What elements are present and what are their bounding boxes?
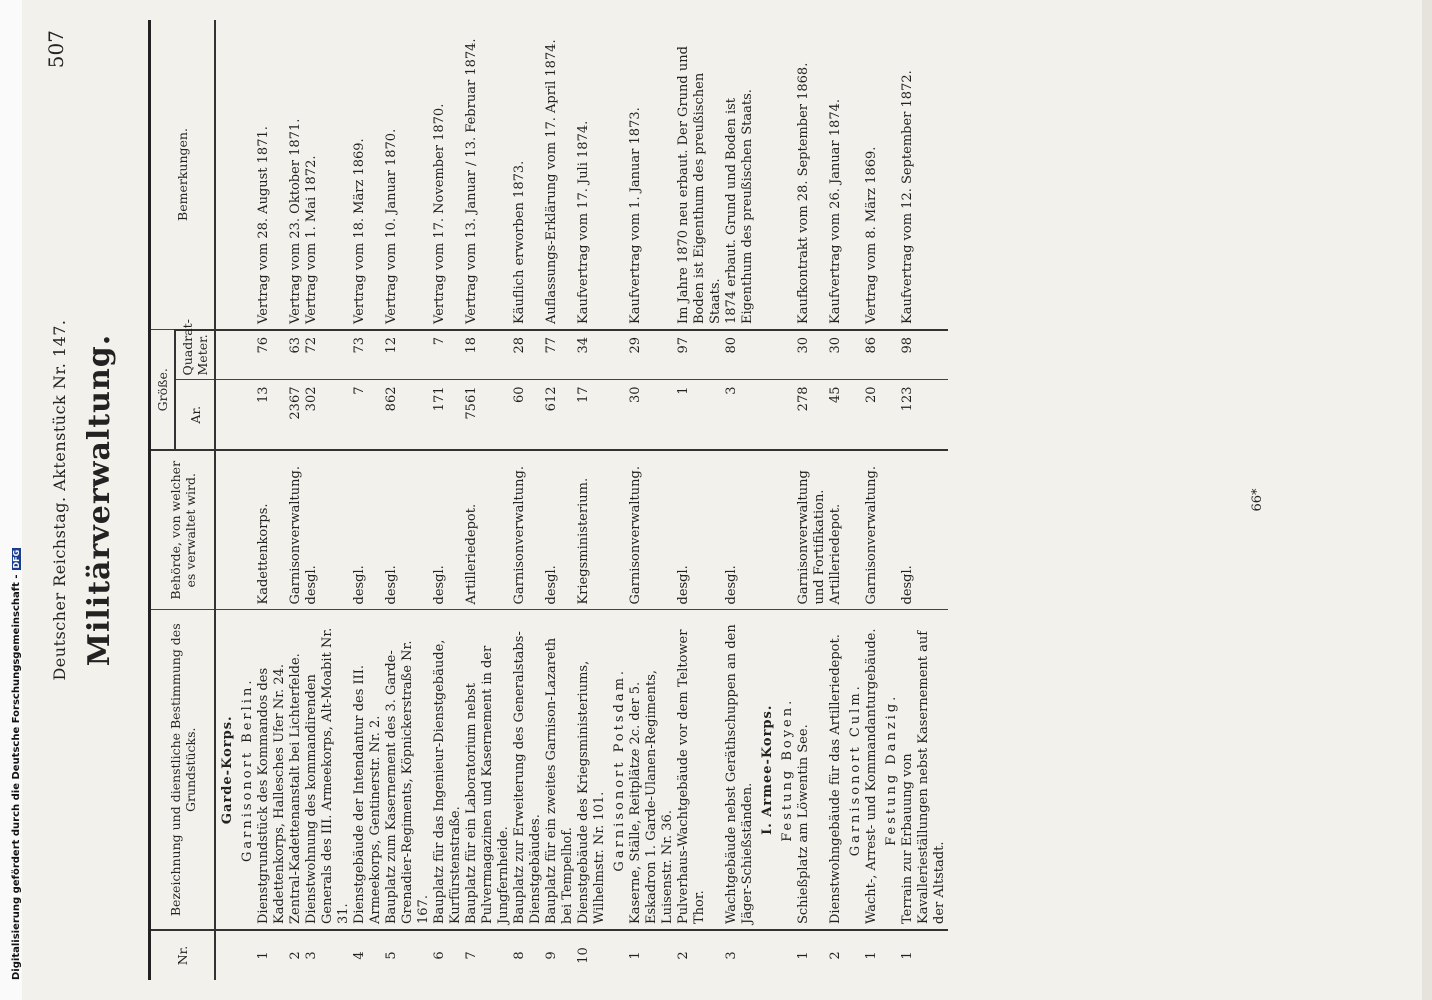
row-size-ar: 45 xyxy=(828,380,844,450)
section-spacer xyxy=(608,930,628,980)
table-row xyxy=(828,20,844,980)
section-spacer xyxy=(236,20,256,330)
row-number: 1 xyxy=(864,930,880,980)
row-number: 1 xyxy=(796,930,828,980)
row-size-qm: 77 xyxy=(544,330,576,380)
row-size-ar: 7561 xyxy=(464,380,512,450)
table-row xyxy=(464,20,512,980)
row-size-qm: 72 xyxy=(304,330,352,380)
section-spacer xyxy=(236,380,256,450)
row-size-qm: 98 xyxy=(900,330,948,380)
row-size-ar: 60 xyxy=(512,380,544,450)
section-heading: I. Armee-Korps. xyxy=(756,610,776,930)
row-authority: Garnisonverwaltung. xyxy=(512,450,544,610)
row-remark: Vertrag vom 13. Januar / 13. Februar 1874. xyxy=(464,38,479,324)
row-size-qm: 7 xyxy=(432,330,464,380)
property-table xyxy=(148,20,948,980)
row-number: 1 xyxy=(628,930,676,980)
section-spacer xyxy=(776,450,796,610)
table-row xyxy=(304,20,352,980)
row-size-ar: 302 xyxy=(304,380,352,450)
section-spacer xyxy=(776,380,796,450)
table-row xyxy=(676,20,724,980)
row-size-ar: 1 xyxy=(676,380,724,450)
row-size-qm: 18 xyxy=(464,330,512,380)
section-spacer xyxy=(215,330,236,380)
section-heading: Festung Boyen. xyxy=(776,610,796,930)
table-body xyxy=(215,20,948,980)
signature-mark: 66* xyxy=(1250,488,1265,512)
section-spacer xyxy=(880,450,900,610)
section-spacer xyxy=(844,930,864,980)
section-heading-row xyxy=(608,20,628,980)
row-size-ar: 7 xyxy=(352,380,384,450)
row-remark: Kaufkontrakt vom 28. September 1868. xyxy=(796,62,811,324)
document-page xyxy=(40,20,1380,980)
row-size-qm: 80 xyxy=(724,330,756,380)
dfg-logo: DFG xyxy=(12,549,21,569)
row-designation: Terrain zur Erbauung von Kavallerieställungen nebst Kasernement auf der Altstadt. xyxy=(900,610,948,930)
row-authority: desgl. xyxy=(384,450,432,610)
row-designation: Bauplatz für das Ingenieur-Dienstgebäude, Kurfürstenstraße. xyxy=(432,610,464,930)
row-size-qm: 97 xyxy=(676,330,724,380)
section-heading-row xyxy=(756,20,776,980)
row-size-ar: 171 xyxy=(432,380,464,450)
scan-edge xyxy=(1422,0,1432,1000)
section-spacer xyxy=(608,20,628,330)
table-row xyxy=(288,20,304,980)
col-size-qm-header: Quadrat-Meter. xyxy=(175,330,215,380)
table-row xyxy=(352,20,384,980)
section-spacer xyxy=(215,380,236,450)
row-remark: Vertrag vom 23. Oktober 1871. xyxy=(288,118,303,324)
col-size-ar-header: Ar. xyxy=(175,380,215,450)
document-reference: Deutscher Reichstag. Aktenstück Nr. 147. xyxy=(50,319,69,681)
row-number: 5 xyxy=(384,930,432,980)
section-spacer xyxy=(844,330,864,380)
col-authority-header: Behörde, von welcher es verwaltet wird. xyxy=(150,450,216,610)
row-size-ar: 2367 xyxy=(288,380,304,450)
table-row xyxy=(900,20,948,980)
row-number: 2 xyxy=(676,930,724,980)
col-nr-header: Nr. xyxy=(150,930,216,980)
row-authority: desgl. xyxy=(352,450,384,610)
row-number: 6 xyxy=(432,930,464,980)
section-heading-row xyxy=(236,20,256,980)
section-spacer xyxy=(215,930,236,980)
section-spacer xyxy=(608,330,628,380)
row-size-qm: 73 xyxy=(352,330,384,380)
row-number: 1 xyxy=(256,930,288,980)
row-number: 4 xyxy=(352,930,384,980)
col-size-header: Größe. xyxy=(150,330,176,450)
table-row xyxy=(256,20,288,980)
row-designation: Wacht-, Arrest- und Kommandanturgebäude. xyxy=(864,610,880,930)
row-number: 3 xyxy=(724,930,756,980)
row-authority: Garnisonverwaltung. xyxy=(288,450,304,610)
row-number: 2 xyxy=(288,930,304,980)
row-number: 7 xyxy=(464,930,512,980)
section-heading: Garnisonort Berlin. xyxy=(236,610,256,930)
row-size-qm: 28 xyxy=(512,330,544,380)
row-authority: Garnisonverwaltung. xyxy=(864,450,880,610)
row-size-ar: 13 xyxy=(256,380,288,450)
row-number: 10 xyxy=(576,930,608,980)
row-remark: Vertrag vom 28. August 1871. xyxy=(256,126,271,324)
section-spacer xyxy=(880,20,900,330)
row-remark: Vertrag vom 1. Mai 1872. xyxy=(304,155,319,324)
row-authority: Garnisonverwaltung und Fortifikation. xyxy=(796,450,828,610)
row-remark: Vertrag vom 8. März 1869. xyxy=(864,146,879,324)
section-spacer xyxy=(776,930,796,980)
section-spacer xyxy=(756,330,776,380)
section-heading: Garde-Korps. xyxy=(215,610,236,930)
section-spacer xyxy=(236,930,256,980)
row-size-qm: 30 xyxy=(796,330,828,380)
row-size-qm: 34 xyxy=(576,330,608,380)
section-spacer xyxy=(608,380,628,450)
section-heading: Garnisonort Potsdam. xyxy=(608,610,628,930)
section-heading: Garnisonort Culm. xyxy=(844,610,864,930)
row-designation: Dienstgrundstück des Kommandos des Kadettenkorps, Hallesches Ufer Nr. 24. xyxy=(256,610,288,930)
row-designation: Bauplatz für ein Laboratorium nebst Pulvermagazinen und Kasernement in der Jungfernheide. xyxy=(464,610,512,930)
row-remark: Vertrag vom 18. März 1869. xyxy=(352,138,367,324)
section-heading-row xyxy=(776,20,796,980)
section-spacer xyxy=(844,450,864,610)
section-spacer xyxy=(844,20,864,330)
section-spacer xyxy=(880,380,900,450)
row-number: 2 xyxy=(828,930,844,980)
row-designation: Bauplatz zur Erweiterung des Generalstabs-Dienstgebäudes. xyxy=(512,610,544,930)
section-spacer xyxy=(215,20,236,330)
section-spacer xyxy=(756,930,776,980)
row-remark: Kaufvertrag vom 17. Juli 1874. xyxy=(576,120,591,324)
table-row xyxy=(628,20,676,980)
row-remark: Auflassungs-Erklärung vom 17. April 1874. xyxy=(544,39,559,324)
row-remark: Im Jahre 1870 neu erbaut. Der Grund und Boden ist Eigenthum des preußischen Staats. xyxy=(676,46,723,324)
row-designation: Dienstwohngebäude für das Artilleriedepot. xyxy=(828,610,844,930)
row-designation: Dienstgebäude des Kriegsministeriums, Wilhelmstr. Nr. 101. xyxy=(576,610,608,930)
table-row xyxy=(796,20,828,980)
table-row xyxy=(864,20,880,980)
table-row xyxy=(432,20,464,980)
row-authority: Artilleriedepot. xyxy=(828,450,844,610)
row-authority: Artilleriedepot. xyxy=(464,450,512,610)
section-spacer xyxy=(844,380,864,450)
section-spacer xyxy=(236,330,256,380)
row-remark: Kaufvertrag vom 1. Januar 1873. xyxy=(628,107,643,324)
row-remark: Kaufvertrag vom 26. Januar 1874. xyxy=(828,99,843,324)
row-number: 9 xyxy=(544,930,576,980)
row-size-ar: 30 xyxy=(628,380,676,450)
row-authority: desgl. xyxy=(676,450,724,610)
row-size-qm: 63 xyxy=(288,330,304,380)
row-authority: desgl. xyxy=(432,450,464,610)
row-size-qm: 86 xyxy=(864,330,880,380)
table-row xyxy=(384,20,432,980)
row-remark: Käuflich erworben 1873. xyxy=(512,160,527,324)
row-authority: Garnisonverwaltung. xyxy=(628,450,676,610)
section-spacer xyxy=(756,450,776,610)
row-size-ar: 3 xyxy=(724,380,756,450)
table-row xyxy=(724,20,756,980)
funding-text: Digitalisierung gefördert durch die Deutsche Forschungsgemeinschaft - xyxy=(11,574,22,980)
row-size-ar: 17 xyxy=(576,380,608,450)
section-spacer xyxy=(215,450,236,610)
page-title: Militärverwaltung. xyxy=(82,333,117,667)
table-row xyxy=(512,20,544,980)
row-number: 1 xyxy=(900,930,948,980)
row-designation: Zentral-Kadettenanstalt bei Lichterfelde. xyxy=(288,610,304,930)
page-number: 507 xyxy=(44,30,68,69)
section-spacer xyxy=(880,930,900,980)
section-spacer xyxy=(236,450,256,610)
row-authority: desgl. xyxy=(724,450,756,610)
row-size-qm: 29 xyxy=(628,330,676,380)
row-size-ar: 862 xyxy=(384,380,432,450)
row-number: 8 xyxy=(512,930,544,980)
row-authority: Kadettenkorps. xyxy=(256,450,288,610)
row-designation: Bauplatz für ein zweites Garnison-Lazareth bei Tempelhof. xyxy=(544,610,576,930)
section-heading: Festung Danzig. xyxy=(880,610,900,930)
page-header xyxy=(40,20,117,980)
section-heading-row xyxy=(215,20,236,980)
row-designation: Wachtgebäude nebst Geräthschuppen an den Jäger-Schießständen. xyxy=(724,610,756,930)
section-spacer xyxy=(776,330,796,380)
row-remark: Vertrag vom 10. Januar 1870. xyxy=(384,128,399,324)
section-spacer xyxy=(756,380,776,450)
col-designation-header: Bezeichnung und dienstliche Bestimmung des Grundstücks. xyxy=(150,610,216,930)
section-spacer xyxy=(608,450,628,610)
funding-note xyxy=(11,548,22,980)
row-size-ar: 612 xyxy=(544,380,576,450)
row-designation: Dienstwohnung des kommandirenden Generals des III. Armeekorps, Alt-Moabit Nr. 31. xyxy=(304,610,352,930)
row-size-qm: 76 xyxy=(256,330,288,380)
section-heading-row xyxy=(880,20,900,980)
row-designation: Pulverhaus-Wachtgebäude vor dem Teltower Thor. xyxy=(676,610,724,930)
row-size-ar: 278 xyxy=(796,380,828,450)
row-authority: desgl. xyxy=(900,450,948,610)
row-designation: Dienstgebäude der Intendantur des III. Armeekorps, Gentinerstr. Nr. 2. xyxy=(352,610,384,930)
col-remarks-header: Bemerkungen. xyxy=(150,20,216,330)
row-authority: desgl. xyxy=(304,450,352,610)
row-size-ar: 123 xyxy=(900,380,948,450)
section-spacer xyxy=(880,330,900,380)
row-designation: Kaserne, Ställe, Reitplätze 2c. der 5. Eskadron 1. Garde-Ulanen-Regiments, Luisenstr. Nr. 36. xyxy=(628,610,676,930)
row-designation: Bauplatz zum Kasernement des 3. Garde-Grenadier-Regiments, Köpnickerstraße Nr. 167. xyxy=(384,610,432,930)
section-heading-row xyxy=(844,20,864,980)
row-designation: Schießplatz am Löwentin See. xyxy=(796,610,828,930)
row-size-ar: 20 xyxy=(864,380,880,450)
row-authority: desgl. xyxy=(544,450,576,610)
section-spacer xyxy=(776,20,796,330)
row-authority: Kriegsministerium. xyxy=(576,450,608,610)
section-spacer xyxy=(756,20,776,330)
table-row xyxy=(544,20,576,980)
row-size-qm: 12 xyxy=(384,330,432,380)
table-row xyxy=(576,20,608,980)
row-remark: 1874 erbaut. Grund und Boden ist Eigenthum des preußischen Staats. xyxy=(724,89,755,324)
funding-sidebar xyxy=(0,0,22,1000)
row-number: 3 xyxy=(304,930,352,980)
row-remark: Kaufvertrag vom 12. September 1872. xyxy=(900,70,915,324)
row-remark: Vertrag vom 17. November 1870. xyxy=(432,103,447,324)
row-size-qm: 30 xyxy=(828,330,844,380)
